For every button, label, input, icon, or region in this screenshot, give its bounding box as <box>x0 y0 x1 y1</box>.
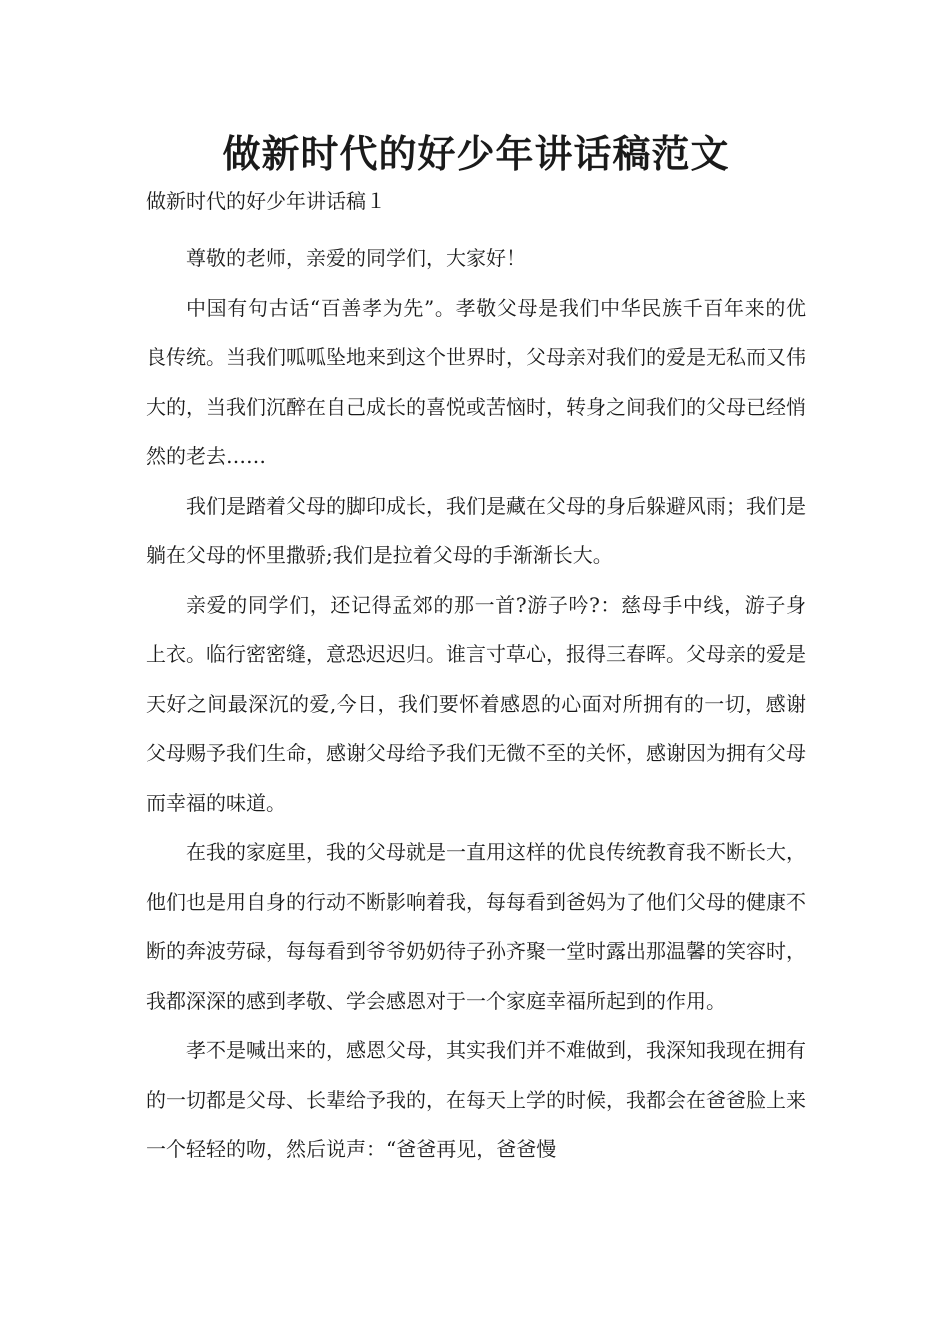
paragraph: 亲爱的同学们，还记得孟郊的那一首?游子吟?：慈母手中线，游子身上衣。临行密密缝，意恐迟迟归。谁言寸草心，报得三春晖。父母亲的爱是天好之间最深沉的爱,今日，我们要怀着感恩的心面对所拥有的一切，感谢父母赐予我们生命，感谢父母给予我们无微不至的关怀，感谢因为拥有父母而幸福的味道。 <box>146 592 806 815</box>
document-body <box>146 234 806 1175</box>
paragraph: 孝不是喊出来的，感恩父母，其实我们并不难做到，我深知我现在拥有的一切都是父母、长辈给予我的，在每天上学的时候，我都会在爸爸脸上来一个轻轻的吻，然后说声：“爸爸再见，爸爸慢 <box>146 1038 806 1161</box>
document-title: 做新时代的好少年讲话稿范文 <box>222 132 730 176</box>
paragraph: 尊敬的老师，亲爱的同学们，大家好！ <box>186 246 526 270</box>
paragraph: 中国有句古话“百善孝为先”。孝敬父母是我们中华民族千百年来的优良传统。当我们呱呱坠地来到这个世界时，父母亲对我们的爱是无私而又伟大的，当我们沉醉在自己成长的喜悦或苦恼时，转身之间我们的父母已经悄然的老去…… <box>146 295 806 468</box>
document-page <box>146 0 806 1344</box>
document-subtitle: 做新时代的好少年讲话稿１ <box>146 189 386 213</box>
paragraph: 我们是踏着父母的脚印成长，我们是藏在父母的身后躲避风雨；我们是躺在父母的怀里撒骄;我们是拉着父母的手渐渐长大。 <box>146 493 806 567</box>
paragraph: 在我的家庭里，我的父母就是一直用这样的优良传统教育我不断长大，他们也是用自身的行动不断影响着我，每每看到爸妈为了他们父母的健康不断的奔波劳碌，每每看到爷爷奶奶待子孙齐聚一堂时露出那温馨的笑容时，我都深深的感到孝敬、学会感恩对于一个家庭幸福所起到的作用。 <box>146 840 806 1013</box>
